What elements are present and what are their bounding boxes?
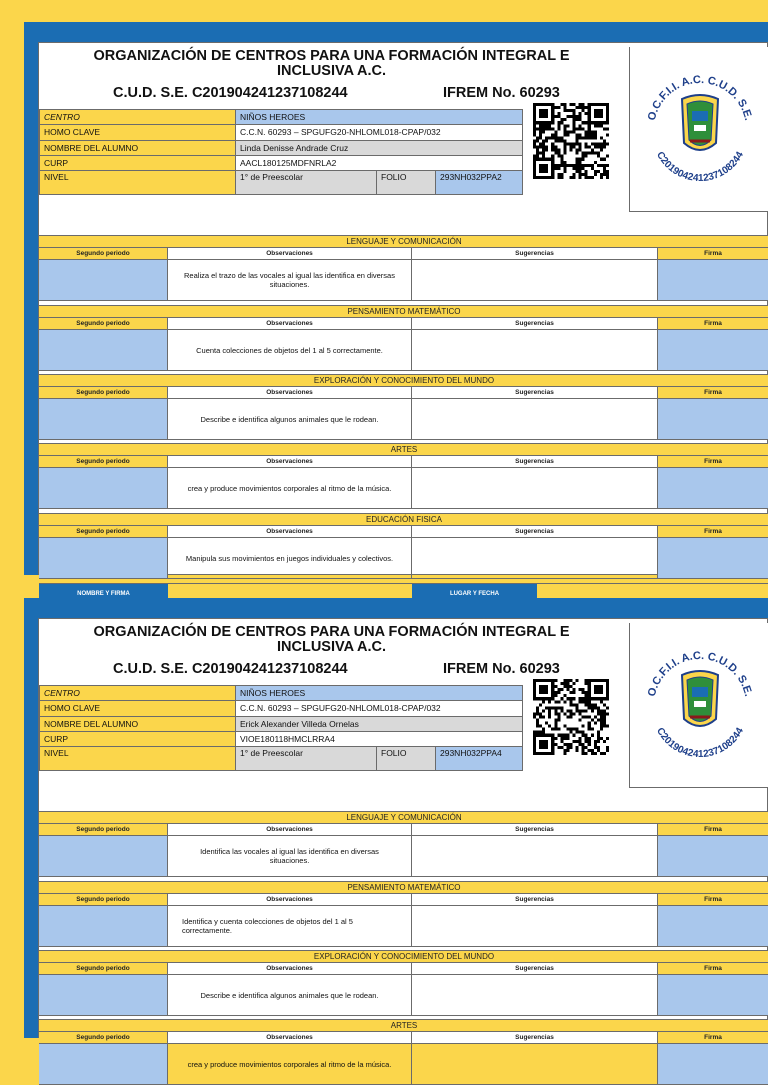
sugerencia-cell	[412, 975, 658, 1015]
firma-cell	[658, 975, 768, 1015]
folio-value: 293NH032PPA4	[436, 747, 523, 771]
col-firma: Firma	[658, 824, 768, 835]
col-observaciones: Observaciones	[168, 248, 412, 259]
col-observaciones: Observaciones	[168, 318, 412, 329]
subject-section	[39, 305, 768, 371]
subject-section	[39, 374, 768, 440]
observacion-cell: Identifica las vocales al igual las identifica en diversas situaciones.	[168, 836, 412, 876]
col-observaciones: Observaciones	[168, 1032, 412, 1043]
section-title: EXPLORACIÓN Y CONOCIMIENTO DEL MUNDO	[39, 950, 768, 963]
report-sheet	[38, 42, 768, 597]
periodo-cell	[39, 906, 168, 946]
col-sugerencias: Sugerencias	[412, 456, 658, 467]
section-title: LENGUAJE Y COMUNICACIÓN	[39, 811, 768, 824]
org-line-1: ORGANIZACIÓN DE CENTROS PARA UNA FORMACIÓN INTEGRAL E	[93, 48, 570, 64]
col-periodo: Segundo periodo	[39, 456, 168, 467]
section-row	[39, 906, 768, 947]
col-observaciones: Observaciones	[168, 387, 412, 398]
subject-section	[39, 235, 768, 301]
centro-value: NIÑOS HEROES	[236, 110, 523, 125]
section-column-headers	[39, 1032, 768, 1044]
student-info-table	[39, 685, 523, 771]
nombre-firma-label: NOMBRE Y FIRMA	[39, 584, 168, 604]
centro-value: NIÑOS HEROES	[236, 686, 523, 701]
homoclave-value: C.C.N. 60293 – SPGUFG20-NHLOML018-CPAP/032	[236, 701, 523, 716]
folio-label: FOLIO	[377, 171, 436, 195]
section-column-headers	[39, 456, 768, 468]
col-sugerencias: Sugerencias	[412, 526, 658, 537]
curp-value: AACL180125MDFNRLA2	[236, 155, 523, 170]
sugerencia-cell	[412, 260, 658, 300]
ifrem-number: IFREM No. 60293	[443, 85, 560, 101]
section-column-headers	[39, 963, 768, 975]
observacion-cell: Manipula sus movimientos en juegos individuales y colectivos.	[168, 538, 412, 578]
observacion-cell: Realiza el trazo de las vocales al igual las identifica en diversas situaciones.	[168, 260, 412, 300]
section-row	[39, 1044, 768, 1085]
periodo-cell	[39, 330, 168, 370]
homoclave-label: HOMO CLAVE	[40, 701, 236, 716]
section-title: ARTES	[39, 443, 768, 456]
homoclave-label: HOMO CLAVE	[40, 125, 236, 140]
cud-number: C.U.D. S.E. C201904241237108244	[113, 85, 348, 101]
observacion-cell: Cuenta colecciones de objetos del 1 al 5 correctamente.	[168, 330, 412, 370]
col-periodo: Segundo periodo	[39, 963, 168, 974]
col-firma: Firma	[658, 1032, 768, 1043]
col-periodo: Segundo periodo	[39, 526, 168, 537]
observacion-cell: Identifica y cuenta colecciones de objetos del 1 al 5 correctamente.	[168, 906, 412, 946]
section-title: PENSAMIENTO MATEMÁTICO	[39, 881, 768, 894]
col-sugerencias: Sugerencias	[412, 963, 658, 974]
col-sugerencias: Sugerencias	[412, 1032, 658, 1043]
subject-section	[39, 950, 768, 1016]
nombre-label: NOMBRE DEL ALUMNO	[40, 716, 236, 731]
svg-text:O.C.F.I.I. A.C. C.U.D. S.E.: O.C.F.I.I. A.C. C.U.D. S.E.	[645, 73, 755, 122]
section-column-headers	[39, 318, 768, 330]
section-title: EDUCACIÓN FISICA	[39, 513, 768, 526]
org-line-2: INCLUSIVA A.C.	[276, 63, 387, 79]
periodo-cell	[39, 468, 168, 508]
section-column-headers	[39, 824, 768, 836]
sugerencia-cell	[412, 538, 658, 578]
report-sheet	[38, 618, 768, 1069]
section-row	[39, 399, 768, 440]
sugerencia-cell	[412, 330, 658, 370]
homoclave-value: C.C.N. 60293 – SPGUFG20-NHLOML018-CPAP/032	[236, 125, 523, 140]
ifrem-number: IFREM No. 60293	[443, 661, 560, 677]
sugerencia-cell	[412, 399, 658, 439]
section-column-headers	[39, 387, 768, 399]
section-column-headers	[39, 894, 768, 906]
col-observaciones: Observaciones	[168, 526, 412, 537]
subject-section	[39, 811, 768, 877]
folio-value: 293NH032PPA2	[436, 171, 523, 195]
svg-text:C201904241237108244: C201904241237108244	[654, 149, 746, 185]
col-sugerencias: Sugerencias	[412, 387, 658, 398]
student-info-table	[39, 109, 523, 195]
section-row	[39, 538, 768, 579]
org-line-1: ORGANIZACIÓN DE CENTROS PARA UNA FORMACIÓN INTEGRAL E	[93, 624, 570, 640]
qr-code	[533, 103, 609, 179]
section-row	[39, 468, 768, 509]
col-firma: Firma	[658, 526, 768, 537]
section-column-headers	[39, 526, 768, 538]
qr-code	[533, 679, 609, 755]
nombre-label: NOMBRE DEL ALUMNO	[40, 140, 236, 155]
observacion-cell: Describe e identifica algunos animales que le rodean.	[168, 975, 412, 1015]
sugerencia-cell	[412, 836, 658, 876]
section-row	[39, 260, 768, 301]
section-row	[39, 975, 768, 1016]
section-title: LENGUAJE Y COMUNICACIÓN	[39, 235, 768, 248]
col-firma: Firma	[658, 456, 768, 467]
col-sugerencias: Sugerencias	[412, 824, 658, 835]
curp-label: CURP	[40, 731, 236, 746]
section-row	[39, 836, 768, 877]
firma-cell	[658, 330, 768, 370]
col-observaciones: Observaciones	[168, 894, 412, 905]
firma-cell	[658, 260, 768, 300]
section-column-headers	[39, 248, 768, 260]
col-periodo: Segundo periodo	[39, 248, 168, 259]
col-observaciones: Observaciones	[168, 456, 412, 467]
col-firma: Firma	[658, 894, 768, 905]
periodo-cell	[39, 836, 168, 876]
col-periodo: Segundo periodo	[39, 1032, 168, 1043]
nombre-value: Erick Alexander Villeda Ornelas	[236, 716, 523, 731]
centro-label: CENTRO	[40, 110, 236, 125]
subject-section	[39, 443, 768, 509]
periodo-cell	[39, 399, 168, 439]
centro-label: CENTRO	[40, 686, 236, 701]
report-card-2	[24, 598, 768, 1069]
col-periodo: Segundo periodo	[39, 894, 168, 905]
col-firma: Firma	[658, 248, 768, 259]
firma-cell	[658, 1044, 768, 1084]
folio-label: FOLIO	[377, 747, 436, 771]
section-row	[39, 330, 768, 371]
nombre-value: Linda Denisse Andrade Cruz	[236, 140, 523, 155]
organization-seal	[629, 47, 768, 212]
org-line-2: INCLUSIVA A.C.	[276, 639, 387, 655]
subject-section	[39, 513, 768, 579]
curp-label: CURP	[40, 155, 236, 170]
sugerencia-cell	[412, 1044, 658, 1084]
nivel-label: NIVEL	[40, 747, 236, 771]
curp-value: VIOE180118HMCLRRA4	[236, 731, 523, 746]
report-card-1	[24, 22, 768, 597]
periodo-cell	[39, 975, 168, 1015]
periodo-cell	[39, 260, 168, 300]
col-periodo: Segundo periodo	[39, 824, 168, 835]
col-firma: Firma	[658, 318, 768, 329]
firma-cell	[658, 836, 768, 876]
svg-text:C201904241237108244: C201904241237108244	[654, 725, 746, 761]
nivel-value: 1° de Preescolar	[236, 747, 377, 771]
subject-section	[39, 881, 768, 947]
organization-title	[39, 49, 624, 79]
observacion-cell: crea y produce movimientos corporales al ritmo de la música.	[168, 1044, 412, 1084]
observacion-cell: Describe e identifica algunos animales que le rodean.	[168, 399, 412, 439]
nivel-value: 1° de Preescolar	[236, 171, 377, 195]
periodo-cell	[39, 538, 168, 578]
sugerencia-cell	[412, 906, 658, 946]
firma-cell	[658, 468, 768, 508]
col-sugerencias: Sugerencias	[412, 894, 658, 905]
svg-text:O.C.F.I.I. A.C. C.U.D. S.E.: O.C.F.I.I. A.C. C.U.D. S.E.	[645, 649, 755, 698]
section-title: EXPLORACIÓN Y CONOCIMIENTO DEL MUNDO	[39, 374, 768, 387]
col-firma: Firma	[658, 963, 768, 974]
firma-cell	[658, 538, 768, 578]
section-title: PENSAMIENTO MATEMÁTICO	[39, 305, 768, 318]
lugar-fecha-label: LUGAR Y FECHA	[412, 584, 537, 604]
col-sugerencias: Sugerencias	[412, 318, 658, 329]
subject-section	[39, 1019, 768, 1085]
col-sugerencias: Sugerencias	[412, 248, 658, 259]
cud-number: C.U.D. S.E. C201904241237108244	[113, 661, 348, 677]
organization-seal	[629, 623, 768, 788]
col-firma: Firma	[658, 387, 768, 398]
observacion-cell: crea y produce movimientos corporales al ritmo de la música.	[168, 468, 412, 508]
col-observaciones: Observaciones	[168, 963, 412, 974]
periodo-cell	[39, 1044, 168, 1084]
nivel-label: NIVEL	[40, 171, 236, 195]
firma-cell	[658, 906, 768, 946]
section-title: ARTES	[39, 1019, 768, 1032]
col-periodo: Segundo periodo	[39, 318, 168, 329]
sugerencia-cell	[412, 468, 658, 508]
col-periodo: Segundo periodo	[39, 387, 168, 398]
firma-cell	[658, 399, 768, 439]
col-observaciones: Observaciones	[168, 824, 412, 835]
organization-title	[39, 625, 624, 655]
